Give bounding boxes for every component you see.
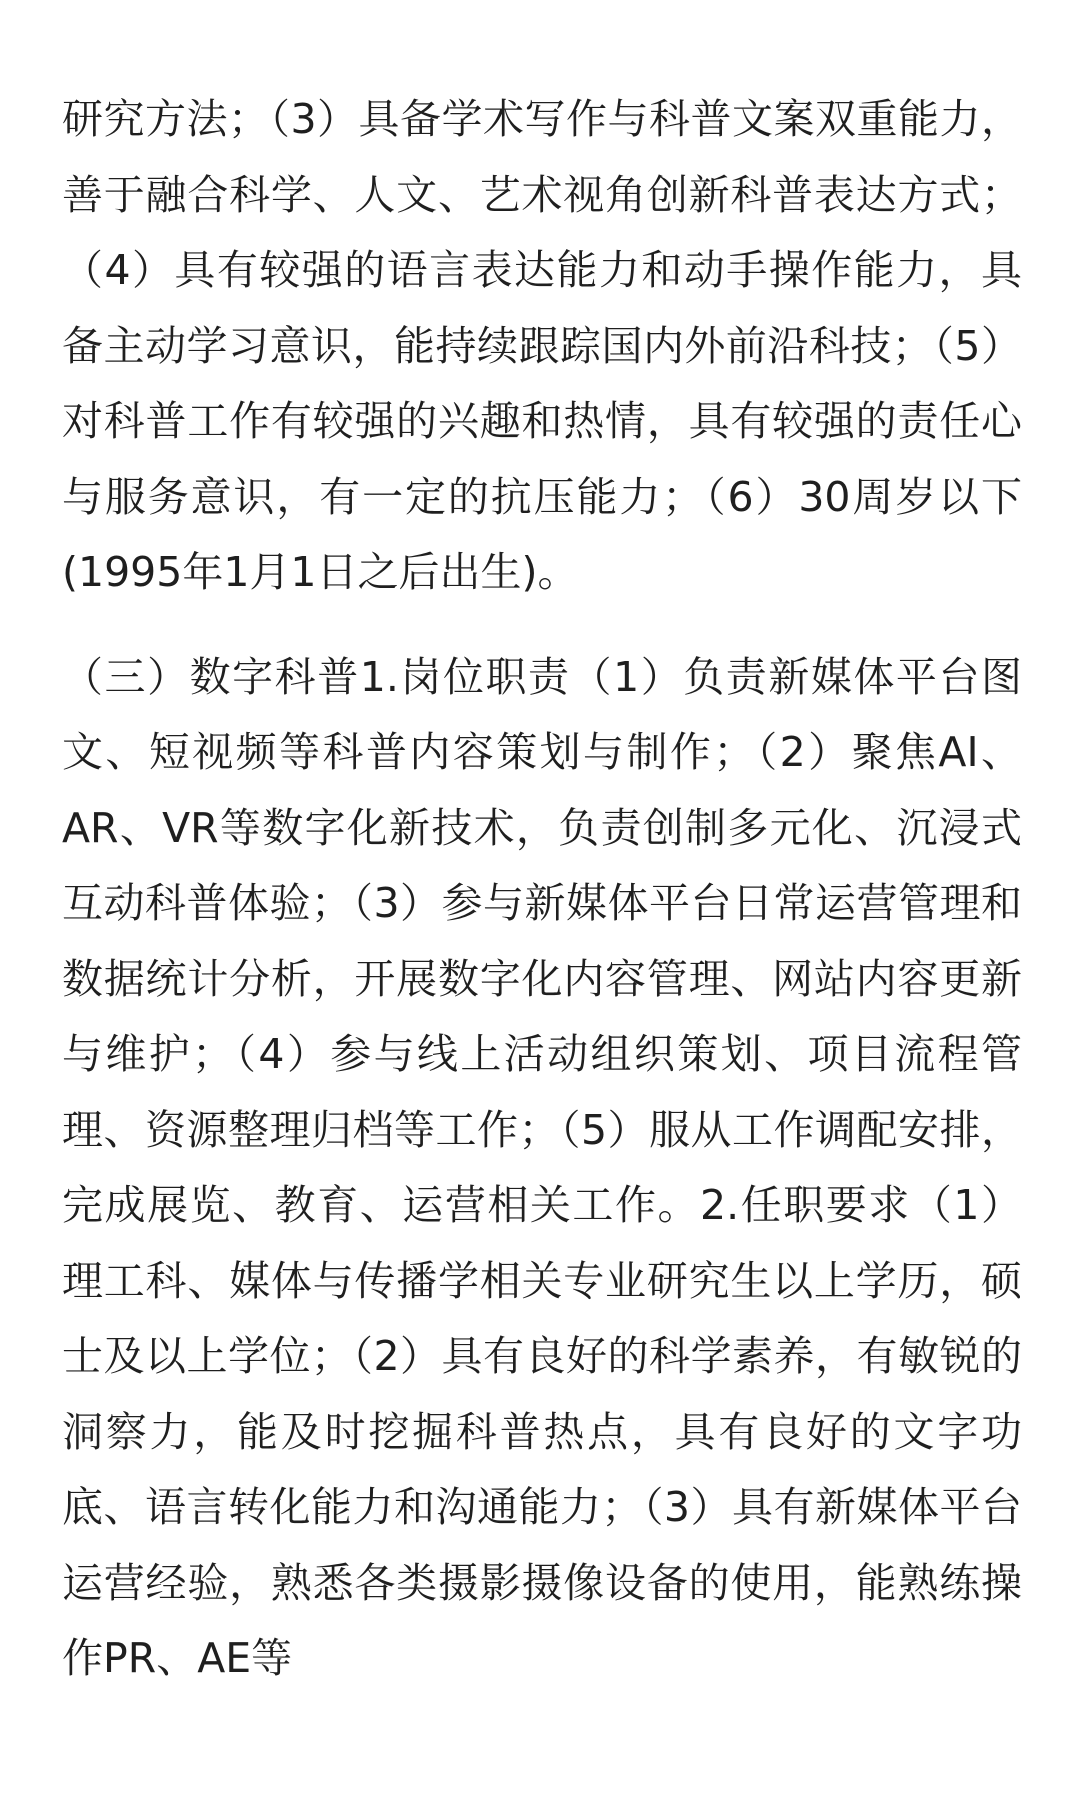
digital-science-popularization-paragraph: （三）数字科普1.岗位职责（1）负责新媒体平台图文、短视频等科普内容策划与制作；（2）聚焦AI、AR、VR等数字化新技术，负责创制多元化、沉浸式互动科普体验；（3）参与新媒体平台日常运营管理和数据统计分析，开展数字化内容管理、网站内容更新与维护；（4）参与线上活动组织策划、项目流程管理、资源整理归档等工作；（5）服从工作调配安排，完成展览、教育、运营相关工作。2.任职要求（1）理工科、媒体与传播学相关专业研究生以上学历，硕士及以上学位；（2）具有良好的科学素养，有敏锐的洞察力，能及时挖掘科普热点，具有良好的文字功底、语言转化能力和沟通能力；（3）具有新媒体平台运营经验，熟悉各类摄影摄像设备的使用，能熟练操作PR、AE等	[62, 652, 1022, 1682]
requirements-paragraph-continued: 研究方法；（3）具备学术写作与科普文案双重能力，善于融合科学、人文、艺术视角创新科普表达方式；（4）具有较强的语言表达能力和动手操作能力，具备主动学习意识，能持续跟踪国内外前沿科技；（5）对科普工作有较强的兴趣和热情，具有较强的责任心与服务意识，有一定的抗压能力；（6）30周岁以下(1995年1月1日之后出生)。	[62, 95, 1022, 596]
article-body	[62, 82, 1022, 1697]
